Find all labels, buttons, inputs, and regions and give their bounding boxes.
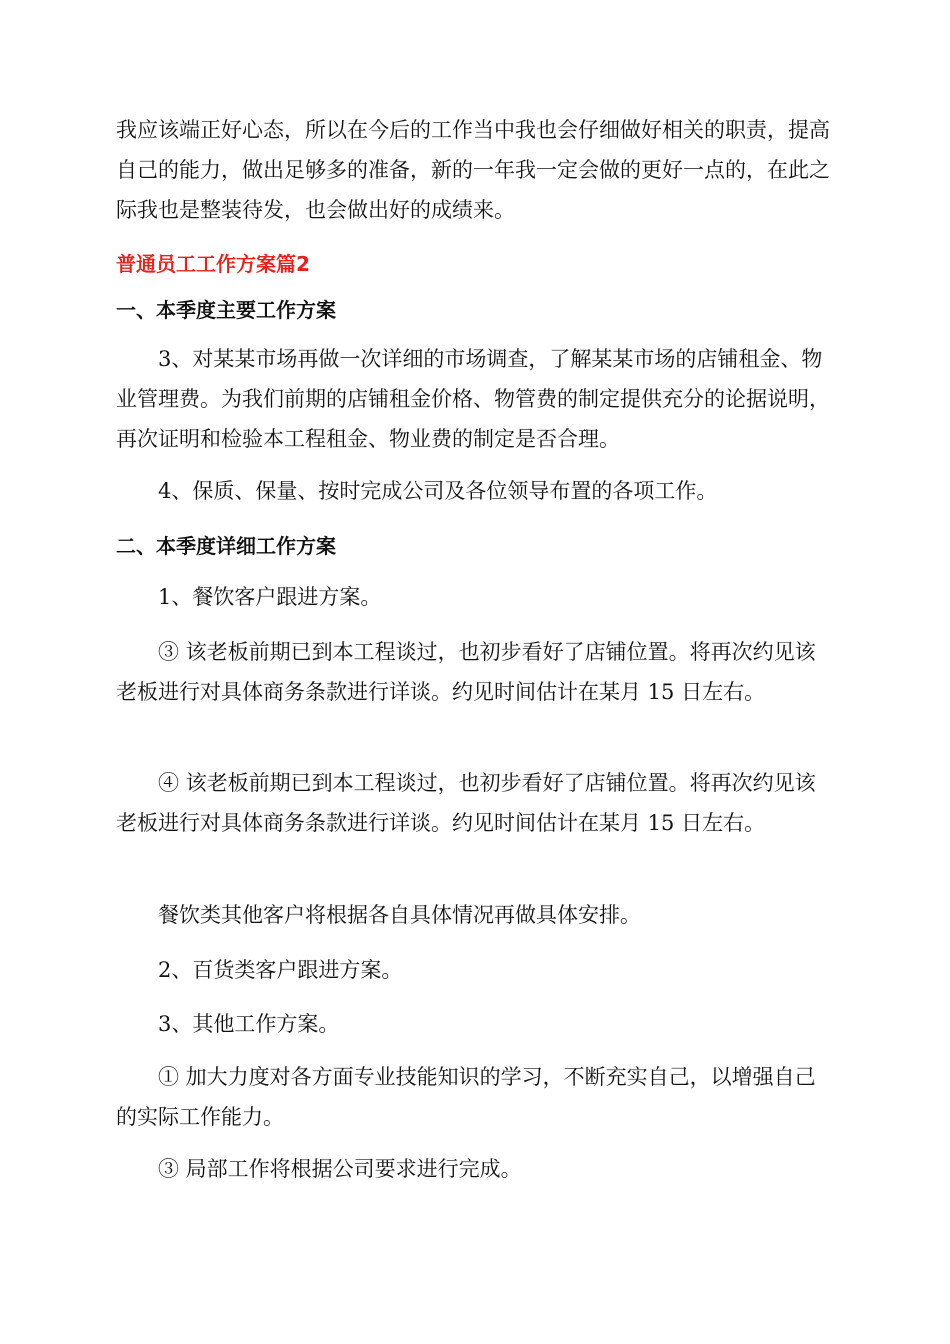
paragraph-detail-1-circle-4: ④ 该老板前期已到本工程谈过，也初步看好了店铺位置。将再次约见该老板进行对具体商务条款进行详谈。约见时间估计在某月 15 日左右。 xyxy=(116,771,816,835)
heading-main-plan: 一、本季度主要工作方案 xyxy=(116,298,336,322)
paragraph-detail-1-circle-3: ③ 该老板前期已到本工程谈过，也初步看好了店铺位置。将再次约见该老板进行对具体商务条款进行详谈。约见时间估计在某月 15 日左右。 xyxy=(116,640,816,704)
intro-paragraph: 我应该端正好心态，所以在今后的工作当中我也会仔细做好相关的职责，提高自己的能力，做出足够多的准备，新的一年我一定会做的更好一点的，在此之际我也是整装待发，也会做出好的成绩来。 xyxy=(116,118,830,222)
paragraph-detail-2: 2、百货类客户跟进方案。 xyxy=(158,958,403,982)
paragraph-item-4-tasks: 4、保质、保量、按时完成公司及各位领导布置的各项工作。 xyxy=(158,479,718,503)
paragraph-detail-3-circle-3: ③ 局部工作将根据公司要求进行完成。 xyxy=(158,1157,522,1181)
paragraph-detail-3: 3、其他工作方案。 xyxy=(158,1012,340,1036)
paragraph-detail-1: 1、餐饮客户跟进方案。 xyxy=(158,585,382,609)
paragraph-item-3-market-survey: 3、对某某市场再做一次详细的市场调查，了解某某市场的店铺租金、物业管理费。为我们前期的店铺租金价格、物管费的制定提供充分的论据说明，再次证明和检验本工程租金、物业费的制定是否合理。 xyxy=(116,347,830,451)
section-title: 普通员工工作方案篇2 xyxy=(116,252,310,276)
paragraph-detail-3-circle-1: ① 加大力度对各方面专业技能知识的学习，不断充实自己，以增强自己的实际工作能力。 xyxy=(116,1065,816,1129)
heading-detail-plan: 二、本季度详细工作方案 xyxy=(116,534,336,558)
paragraph-detail-1-other: 餐饮类其他客户将根据各自具体情况再做具体安排。 xyxy=(158,903,641,927)
